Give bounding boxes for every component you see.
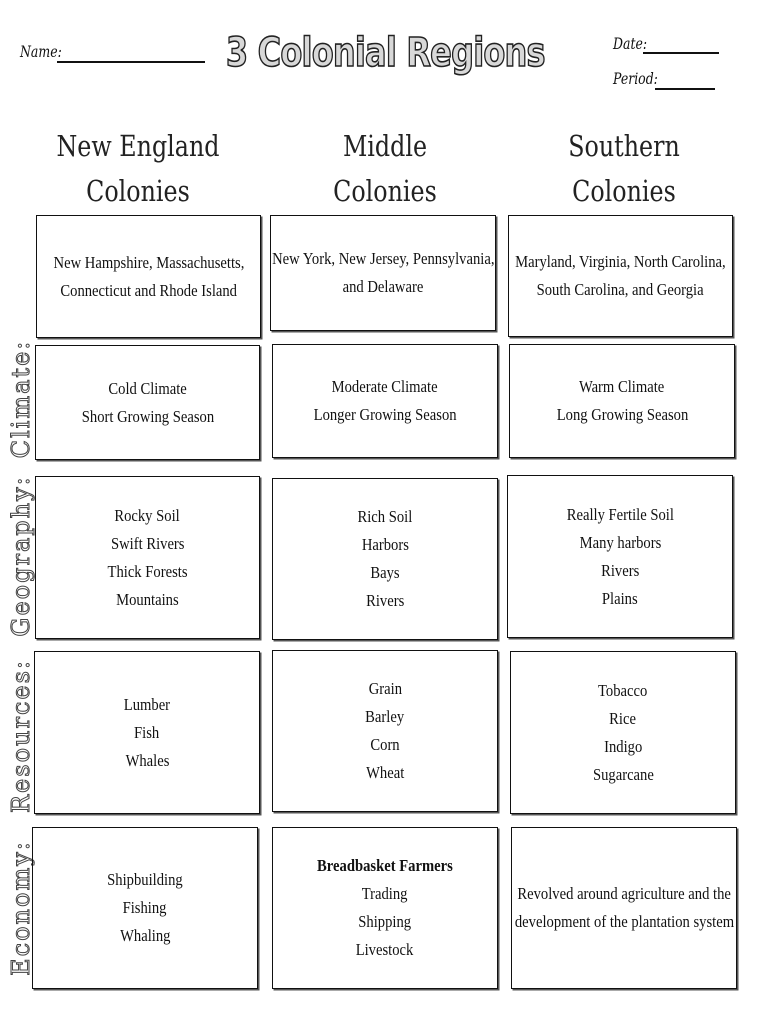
name-label: Name:	[20, 42, 62, 61]
date-label: Date:	[613, 34, 648, 53]
new-england-climate-box: Cold Climate Short Growing Season	[35, 345, 260, 460]
middle-geography-box: Rich Soil Harbors Bays Rivers	[272, 478, 498, 640]
column-heading-new-england: New England Colonies	[56, 129, 220, 208]
southern-geography-box: Really Fertile Soil Many harbors Rivers Plains	[507, 475, 733, 638]
row-label-geography: Geography:	[7, 475, 35, 637]
middle-resources-box: Grain Barley Corn Wheat	[272, 650, 498, 812]
new-england-geography-box: Rocky Soil Swift Rivers Thick Forests Mountains	[35, 476, 260, 639]
new-england-states-box: New Hampshire, Massachusetts, Connecticut and Rhode Island	[36, 215, 261, 338]
middle-climate-box: Moderate Climate Longer Growing Season	[272, 344, 498, 458]
southern-economy-box: Revolved around agriculture and the development of the plantation system	[511, 827, 737, 989]
row-label-economy: Economy:	[7, 840, 35, 976]
date-blank-line[interactable]	[643, 52, 719, 54]
column-heading-middle: Middle Colonies	[333, 129, 437, 208]
southern-states-box: Maryland, Virginia, North Carolina, South Carolina, and Georgia	[508, 215, 733, 337]
new-england-resources-box: Lumber Fish Whales	[34, 651, 260, 814]
row-label-resources: Resources:	[7, 658, 35, 814]
row-label-climate: Climate:	[7, 339, 35, 459]
southern-resources-box: Tobacco Rice Indigo Sugarcane	[510, 651, 736, 814]
middle-states-box: New York, New Jersey, Pennsylvania, and Delaware	[270, 215, 496, 331]
period-blank-line[interactable]	[655, 88, 715, 90]
southern-climate-box: Warm Climate Long Growing Season	[509, 344, 735, 458]
column-heading-southern: Southern Colonies	[568, 129, 680, 208]
page-title: 3 Colonial Regions	[225, 30, 545, 76]
middle-economy-box: Breadbasket Farmers Trading Shipping Livestock	[272, 827, 498, 989]
new-england-economy-box: Shipbuilding Fishing Whaling	[32, 827, 258, 989]
breadbasket-heading: Breadbasket Farmers	[317, 856, 453, 875]
period-label: Period:	[613, 69, 658, 88]
